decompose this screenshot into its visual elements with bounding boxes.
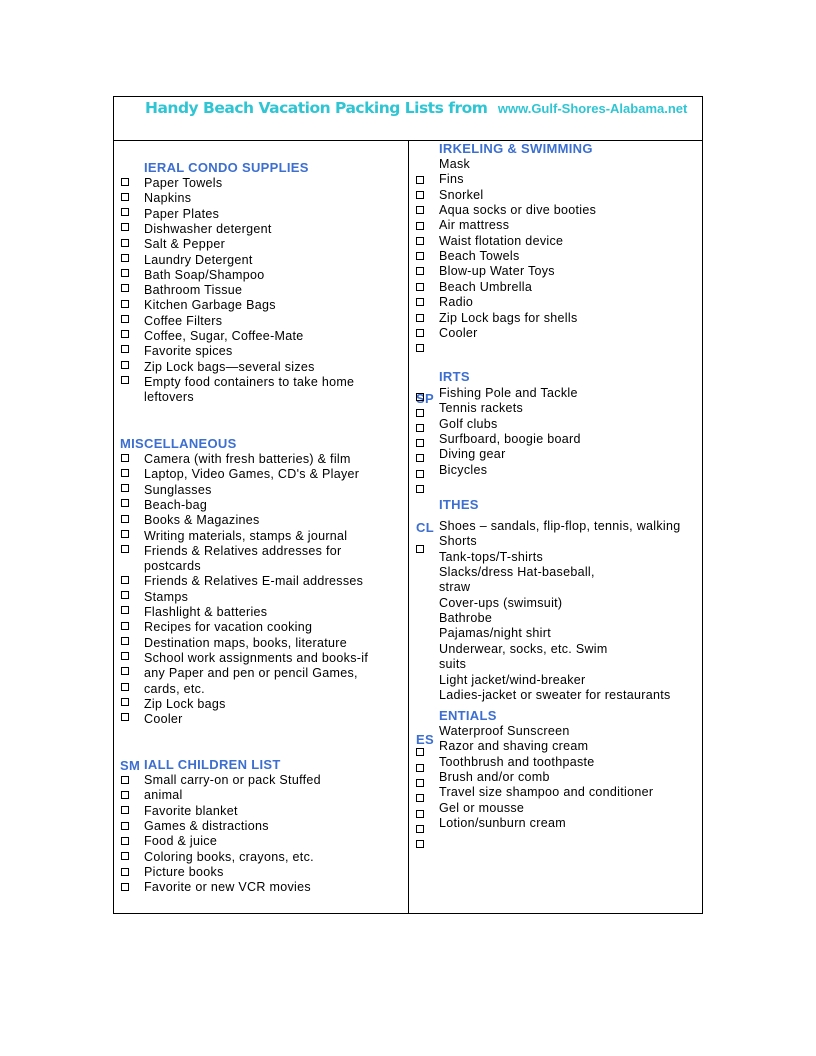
checkbox[interactable]: [121, 193, 129, 201]
checkbox[interactable]: [121, 515, 129, 523]
list-item-text: Underwear, socks, etc. Swim: [439, 641, 608, 656]
list-item-text: straw: [439, 580, 471, 595]
section-heading: IRTS: [439, 369, 470, 384]
checkbox[interactable]: [121, 300, 129, 308]
checkbox[interactable]: [121, 791, 129, 799]
page-title: [145, 99, 687, 118]
checkbox[interactable]: [121, 454, 129, 462]
checkbox[interactable]: [121, 591, 129, 599]
section-heading: ΙALL CHILDREN LIST: [144, 757, 281, 772]
list-item-text: animal: [144, 788, 183, 803]
list-item-text: Bicycles: [439, 462, 488, 477]
list-item-text: any Paper and pen or pencil Games,: [144, 666, 358, 681]
list-item-text: Golf clubs: [439, 416, 498, 431]
column-divider: [408, 140, 409, 914]
checkbox[interactable]: [416, 237, 424, 245]
list-item-text: Stamps: [144, 589, 189, 604]
list-item-text: Tank-tops/T-shirts: [439, 549, 544, 564]
list-item-text: Beach Towels: [439, 249, 520, 264]
list-item-text: Diving gear: [439, 447, 506, 462]
list-item-text: Aqua socks or dive booties: [439, 203, 597, 218]
list-item-text: Beach Umbrella: [439, 279, 533, 294]
section-heading: MISCELLANEOUS: [120, 436, 237, 451]
list-item-text: Salt & Pepper: [144, 237, 226, 252]
list-item-text: Sunglasses: [144, 482, 212, 497]
list-item-text: suits: [439, 657, 467, 672]
checkbox[interactable]: [416, 454, 424, 462]
list-item-text: Waist flotation device: [439, 233, 564, 248]
checkbox[interactable]: [416, 439, 424, 447]
checkbox[interactable]: [416, 748, 424, 756]
list-item-text: Dishwasher detergent: [144, 221, 272, 236]
checkbox[interactable]: [416, 191, 424, 199]
list-item-text: postcards: [144, 559, 201, 574]
list-item-text: Slacks/dress Hat-baseball,: [439, 565, 595, 580]
list-item-text: Pajamas/night shirt: [439, 626, 551, 641]
checkbox[interactable]: [121, 883, 129, 891]
checkbox[interactable]: [416, 840, 424, 848]
checkbox[interactable]: [121, 852, 129, 860]
list-item-text: Favorite blanket: [144, 803, 238, 818]
checkbox[interactable]: [416, 424, 424, 432]
checkbox[interactable]: [416, 283, 424, 291]
list-item-text: Coloring books, crayons, etc.: [144, 849, 314, 864]
list-item-text: Gel or mousse: [439, 800, 525, 815]
checkbox[interactable]: [416, 794, 424, 802]
checkbox[interactable]: [416, 252, 424, 260]
checkbox[interactable]: [416, 779, 424, 787]
list-item-text: Laundry Detergent: [144, 252, 253, 267]
list-item-text: Small carry-on or pack Stuffed: [144, 773, 321, 787]
list-item-text: Books & Magazines: [144, 513, 260, 528]
checkbox[interactable]: [121, 484, 129, 492]
checkbox[interactable]: [121, 254, 129, 262]
checkbox[interactable]: [121, 284, 129, 292]
list-item-text: Camera (with fresh batteries) & film: [144, 452, 351, 466]
list-item-text: Napkins: [144, 191, 192, 206]
checkbox[interactable]: [121, 545, 129, 553]
checkbox[interactable]: [416, 344, 424, 352]
list-item-text: Zip Lock bags—several sizes: [144, 359, 315, 374]
list-item-text: Snorkel: [439, 187, 484, 202]
list-item-text: Cooler: [439, 325, 478, 340]
list-item-text: Waterproof Sunscreen: [439, 724, 570, 738]
list-item-text: Ladies-jacket or sweater for restaurants: [439, 687, 671, 702]
list-item-text: Razor and shaving cream: [439, 739, 589, 754]
checkbox[interactable]: [121, 269, 129, 277]
checkbox[interactable]: [121, 822, 129, 830]
checkbox[interactable]: [121, 606, 129, 614]
checkbox[interactable]: [121, 469, 129, 477]
section-heading: ENTIALS: [439, 708, 497, 723]
list-item-text: Tennis rackets: [439, 401, 524, 416]
checkbox[interactable]: [121, 499, 129, 507]
list-item-text: Bathrobe: [439, 611, 493, 626]
list-item-text: Lotion/sunburn cream: [439, 816, 566, 831]
checkbox[interactable]: [416, 206, 424, 214]
list-item-text: cards, etc.: [144, 681, 205, 696]
checkbox[interactable]: [416, 409, 424, 417]
checkbox[interactable]: [121, 361, 129, 369]
checkbox[interactable]: [121, 667, 129, 675]
checkbox[interactable]: [416, 222, 424, 230]
checkbox[interactable]: [121, 637, 129, 645]
checkbox[interactable]: [416, 267, 424, 275]
list-item-text: Laptop, Video Games, CD's & Player: [144, 467, 360, 482]
list-item-text: Mask: [439, 157, 471, 171]
list-item-text: Friends & Relatives addresses for: [144, 543, 342, 558]
list-item-text: Air mattress: [439, 218, 510, 233]
checkbox[interactable]: [121, 315, 129, 323]
list-item-text: Kitchen Garbage Bags: [144, 298, 276, 313]
list-item-text: Recipes for vacation cooking: [144, 620, 313, 635]
checkbox[interactable]: [121, 713, 129, 721]
checkbox[interactable]: [121, 345, 129, 353]
list-item-text: Radio: [439, 295, 474, 310]
checkbox[interactable]: [121, 239, 129, 247]
checkbox[interactable]: [121, 868, 129, 876]
checkbox[interactable]: [121, 576, 129, 584]
list-item-text: Friends & Relatives E-mail addresses: [144, 574, 364, 589]
checkbox[interactable]: [416, 825, 424, 833]
list-item-text: Bath Soap/Shampoo: [144, 267, 265, 282]
list-item-text: Flashlight & batteries: [144, 605, 268, 619]
list-item-text: Toothbrush and toothpaste: [439, 754, 595, 769]
section-heading-prefix: ES: [416, 732, 434, 747]
checkbox[interactable]: [416, 176, 424, 184]
list-item-text: Picture books: [144, 865, 224, 880]
checkbox[interactable]: [121, 776, 129, 784]
list-item-text: Surfboard, boogie board: [439, 431, 581, 446]
list-item-text: Beach-bag: [144, 497, 208, 512]
checkbox[interactable]: [121, 208, 129, 216]
checkbox[interactable]: [121, 223, 129, 231]
section-heading: ITHES: [439, 497, 479, 512]
list-item-text: Blow-up Water Toys: [439, 264, 555, 279]
list-item-text: Games & distractions: [144, 819, 269, 834]
checkbox[interactable]: [121, 698, 129, 706]
list-item-text: Cover-ups (swimsuit): [439, 595, 563, 610]
list-item-text: leftovers: [144, 390, 194, 405]
list-item-text: Shoes – sandals, flip-flop, tennis, walking: [439, 519, 681, 533]
list-item-text: Light jacket/wind-breaker: [439, 672, 586, 687]
checkbox[interactable]: [416, 545, 424, 553]
checkbox[interactable]: [121, 622, 129, 630]
checkbox[interactable]: [416, 329, 424, 337]
checkbox[interactable]: [121, 652, 129, 660]
checkbox[interactable]: [416, 393, 424, 401]
list-item-text: Favorite or new VCR movies: [144, 880, 311, 895]
checkbox[interactable]: [121, 376, 129, 384]
list-item-text: Favorite spices: [144, 344, 233, 359]
section-heading: IERAL CONDO SUPPLIES: [144, 160, 309, 175]
list-item-text: Paper Plates: [144, 206, 220, 221]
site-link-text: www.Gulf-Shores-Alabama.net: [497, 101, 688, 116]
section-heading-prefix: SP: [416, 391, 434, 406]
checkbox[interactable]: [121, 178, 129, 186]
checkbox[interactable]: [121, 806, 129, 814]
section-heading-prefix: CL: [416, 520, 434, 535]
checkbox[interactable]: [121, 330, 129, 338]
checkbox[interactable]: [416, 764, 424, 772]
list-item-text: Travel size shampoo and conditioner: [439, 785, 654, 800]
checkbox[interactable]: [121, 837, 129, 845]
checkbox[interactable]: [416, 470, 424, 478]
list-item-text: Food & juice: [144, 834, 218, 849]
section-heading-prefix: SM: [120, 758, 141, 773]
checkbox[interactable]: [121, 683, 129, 691]
list-item-text: Zip Lock bags: [144, 696, 226, 711]
list-item-text: School work assignments and books-if: [144, 650, 369, 665]
checkbox[interactable]: [416, 298, 424, 306]
list-item-text: Coffee Filters: [144, 313, 223, 328]
list-item-text: Empty food containers to take home: [144, 374, 355, 389]
checkbox[interactable]: [416, 314, 424, 322]
list-item-text: Fishing Pole and Tackle: [439, 386, 578, 400]
list-item-text: Fins: [439, 172, 464, 187]
checkbox[interactable]: [416, 485, 424, 493]
list-item-text: Destination maps, books, literature: [144, 635, 347, 650]
checkbox[interactable]: [416, 810, 424, 818]
checkbox[interactable]: [121, 530, 129, 538]
list-item-text: Bathroom Tissue: [144, 283, 243, 298]
list-item-text: Zip Lock bags for shells: [439, 310, 578, 325]
list-item-text: Brush and/or comb: [439, 770, 550, 785]
title-text: Handy Beach Vacation Packing Lists from: [145, 99, 488, 117]
section-heading: IRKELING & SWIMMING: [439, 141, 593, 156]
list-item-text: Shorts: [439, 534, 477, 549]
list-item-text: Cooler: [144, 712, 183, 727]
list-item-text: Coffee, Sugar, Coffee-Mate: [144, 329, 304, 343]
list-item-text: Writing materials, stamps & journal: [144, 528, 348, 543]
list-item-text: Paper Towels: [144, 176, 223, 190]
